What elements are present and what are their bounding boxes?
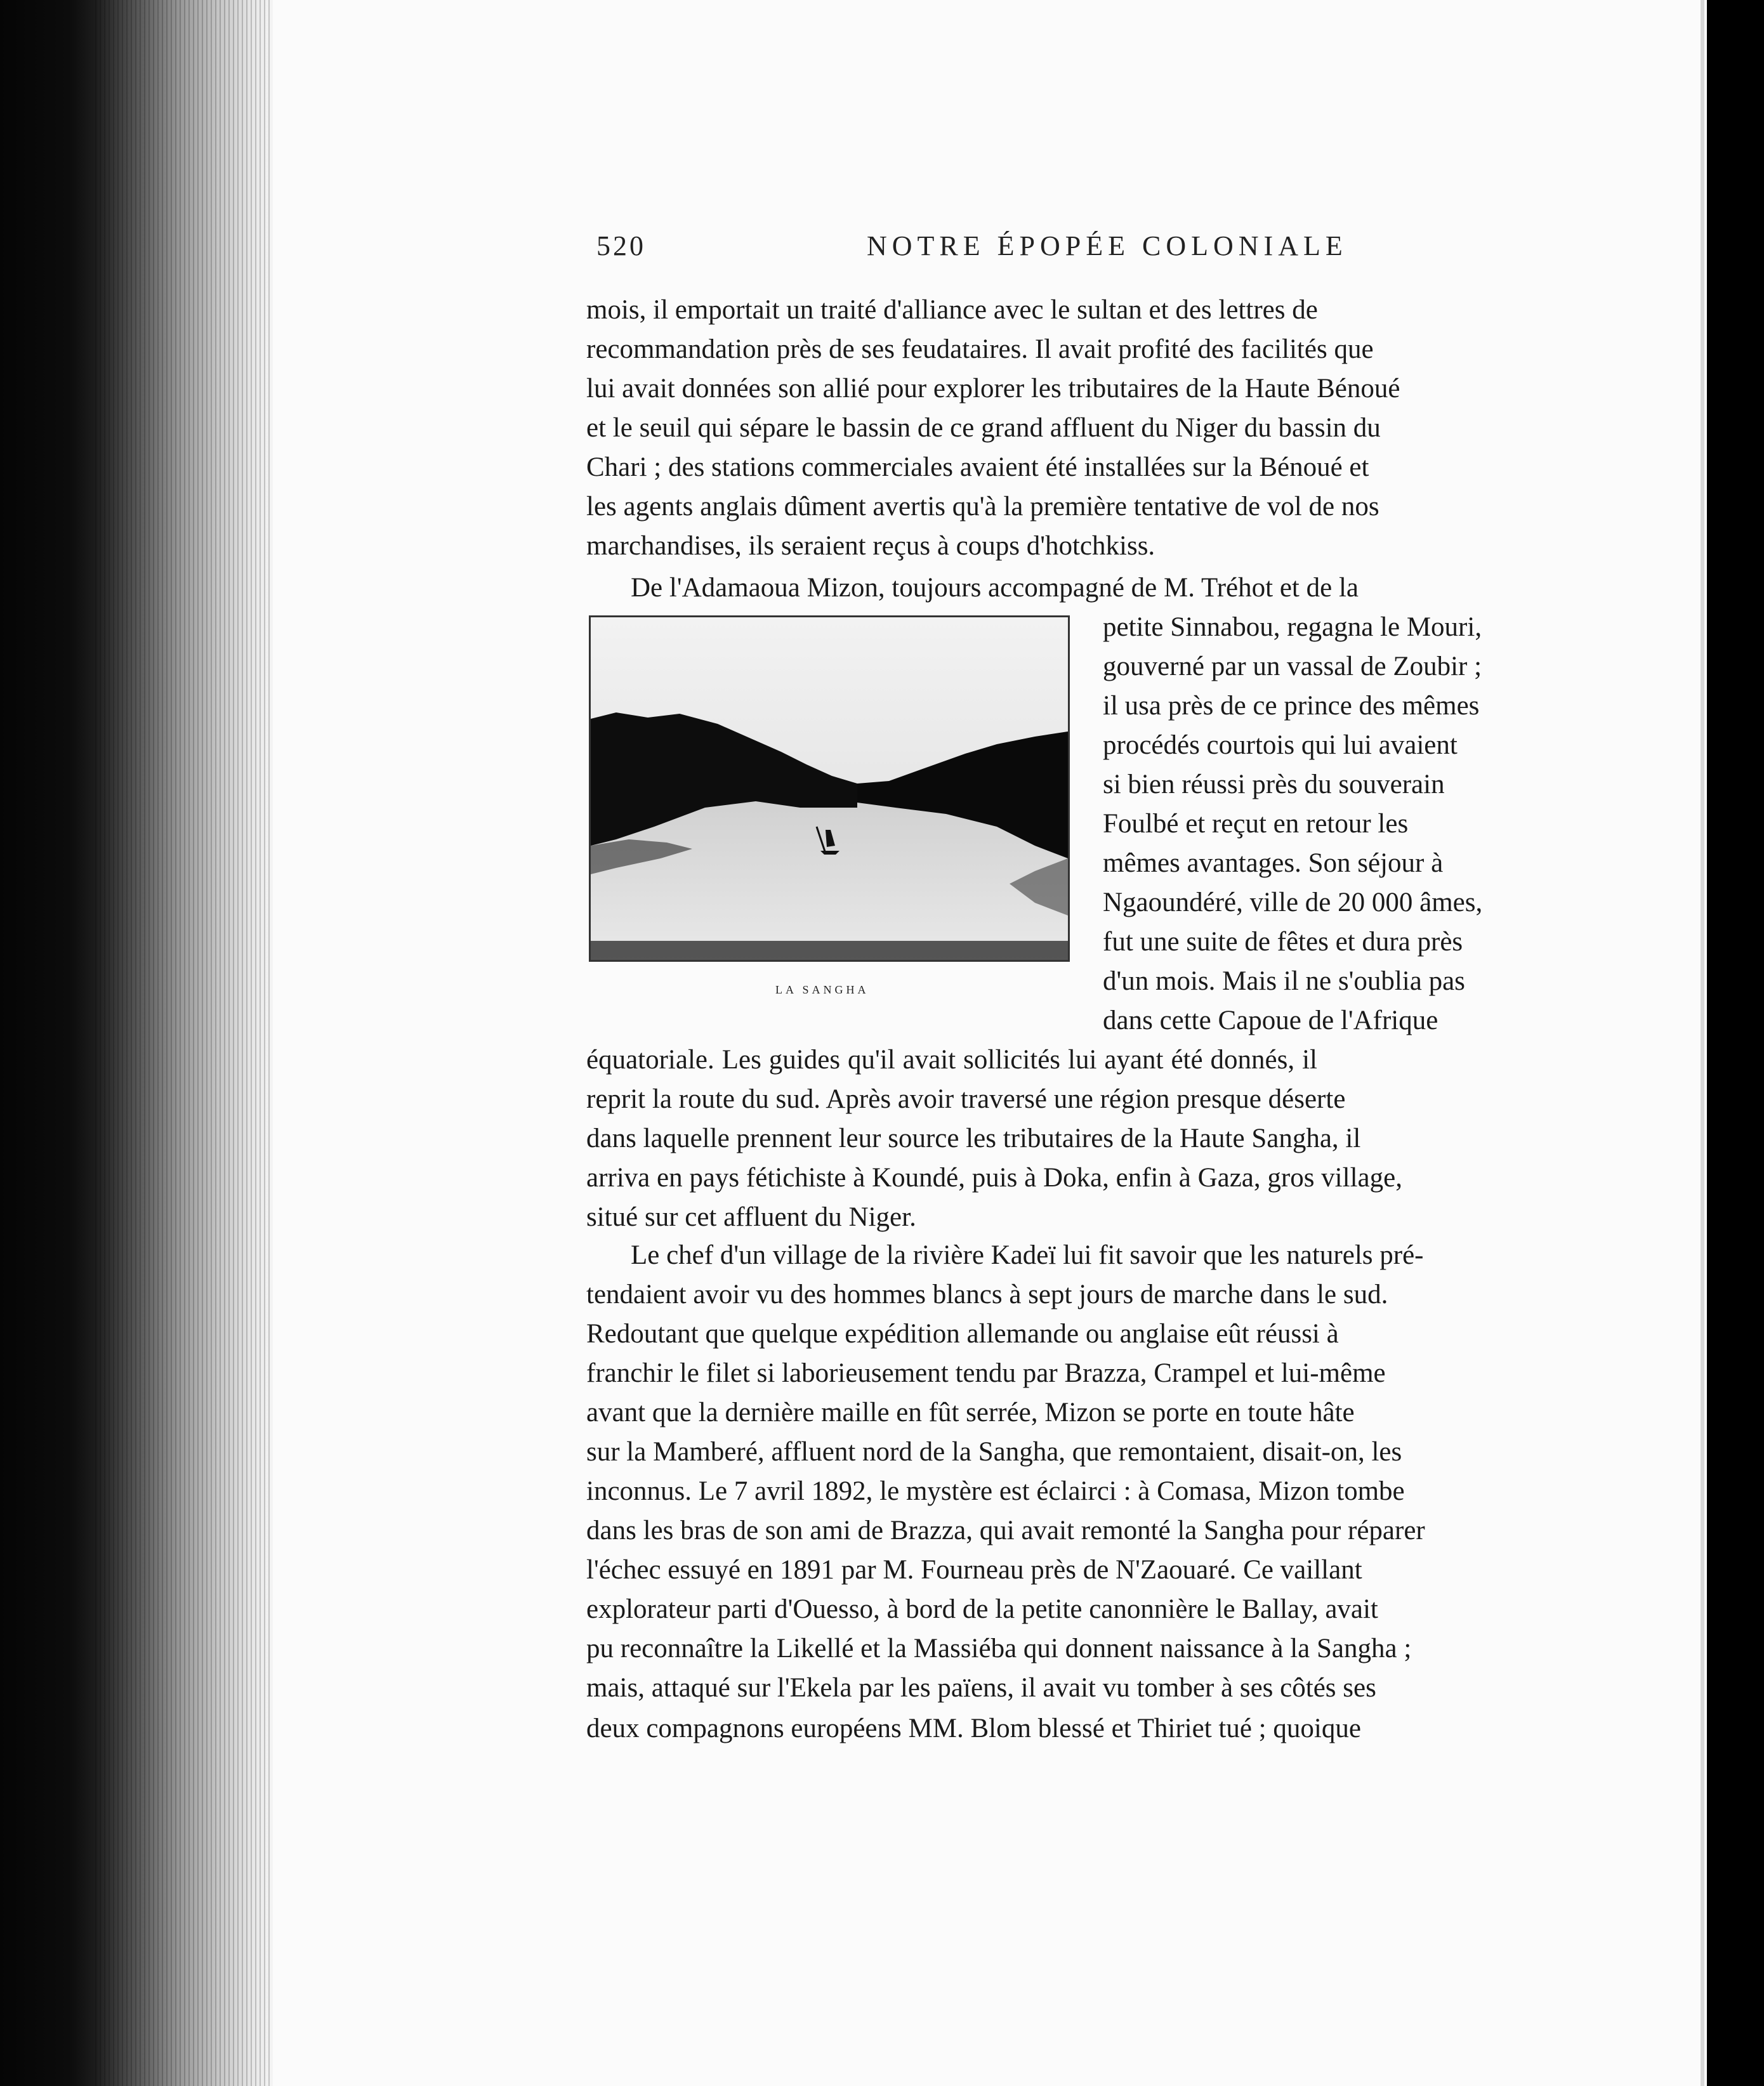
photo-la-sangha [589, 615, 1070, 962]
text-line: dans laquelle prennent leur source les tributaires de la Haute Sangha, il [586, 1124, 1361, 1153]
text-line: Ngaoundéré, ville de 20 000 âmes, [1103, 888, 1483, 917]
text-line: franchir le filet si laborieusement tendu par Brazza, Crampel et lui-même [586, 1358, 1386, 1388]
text-line: sur la Mamberé, affluent nord de la Sangha, que remontaient, disait-on, les [586, 1437, 1402, 1467]
text-line: Foulbé et reçut en retour les [1103, 809, 1409, 839]
text-line: inconnus. Le 7 avril 1892, le mystère est éclairci : à Comasa, Mizon tombe [586, 1476, 1405, 1506]
text-line: tendaient avoir vu des hommes blancs à sept jours de marche dans le sud. [586, 1280, 1388, 1309]
text-line: mois, il emportait un traité d'alliance avec le sultan et des lettres de [586, 295, 1318, 325]
text-line: Le chef d'un village de la rivière Kadeï lui fit savoir que les naturels pré- [631, 1240, 1424, 1270]
text-line: recommandation près de ses feudataires. Il avait profité des facilités que [586, 334, 1374, 364]
river-photo [591, 617, 1068, 960]
text-line: gouverné par un vassal de Zoubir ; [1103, 652, 1482, 681]
text-line: situé sur cet affluent du Niger. [586, 1202, 916, 1232]
text-line: mais, attaqué sur l'Ekela par les païens, il avait vu tomber à ses côtés ses [586, 1673, 1376, 1703]
text-line: l'échec essuyé en 1891 par M. Fourneau près de N'Zaouaré. Ce vaillant [586, 1555, 1362, 1585]
page-right-edge [1701, 0, 1704, 2086]
running-header [596, 230, 1348, 268]
running-title: NOTRE ÉPOPÉE COLONIALE [867, 230, 1348, 261]
text-line: Redoutant que quelque expédition allemande ou anglaise eût réussi à [586, 1319, 1339, 1349]
text-line: d'un mois. Mais il ne s'oublia pas [1103, 966, 1465, 996]
text-line: De l'Adamaoua Mizon, toujours accompagné de M. Tréhot et de la [631, 573, 1359, 603]
text-line: les agents anglais dûment avertis qu'à la première tentative de vol de nos [586, 492, 1379, 522]
text-line: lui avait données son allié pour explorer les tributaires de la Haute Bénoué [586, 374, 1400, 403]
text-line: arriva en pays fétichiste à Koundé, puis à Doka, enfin à Gaza, gros village, [586, 1163, 1402, 1193]
text-line: procédés courtois qui lui avaient [1103, 730, 1458, 760]
text-line: dans cette Capoue de l'Afrique [1103, 1006, 1438, 1035]
text-line: équatoriale. Les guides qu'il avait sollicités lui ayant été donnés, il [586, 1045, 1317, 1075]
page-number: 520 [596, 230, 646, 261]
scan-border [1707, 0, 1764, 2086]
text-line: explorateur parti d'Ouesso, à bord de la petite canonnière le Ballay, avait [586, 1594, 1378, 1624]
text-line: marchandises, ils seraient reçus à coups d'hotchkiss. [586, 531, 1155, 561]
text-line: fut une suite de fêtes et dura près [1103, 927, 1463, 957]
text-line: avant que la dernière maille en fût serrée, Mizon se porte en toute hâte [586, 1398, 1355, 1427]
text-line: mêmes avantages. Son séjour à [1103, 848, 1444, 878]
text-line: et le seuil qui sépare le bassin de ce grand affluent du Niger du bassin du [586, 413, 1381, 443]
text-line: si bien réussi près du souverain [1103, 770, 1445, 799]
text-line: petite Sinnabou, regagna le Mouri, [1103, 612, 1482, 642]
text-line: Chari ; des stations commerciales avaient été installées sur la Bénoué et [586, 452, 1369, 482]
figure-caption: LA SANGHA [775, 983, 869, 996]
text-line: pu reconnaître la Likellé et la Massiéba qui donnent naissance à la Sangha ; [586, 1634, 1412, 1663]
text-line: reprit la route du sud. Après avoir traversé une région presque déserte [586, 1084, 1346, 1114]
page-edges [95, 0, 273, 2086]
text-line: dans les bras de son ami de Brazza, qui avait remonté la Sangha pour réparer [586, 1516, 1425, 1545]
text-line: deux compagnons européens MM. Blom blessé et Thiriet tué ; quoique [586, 1714, 1361, 1743]
text-line: il usa près de ce prince des mêmes [1103, 691, 1480, 721]
